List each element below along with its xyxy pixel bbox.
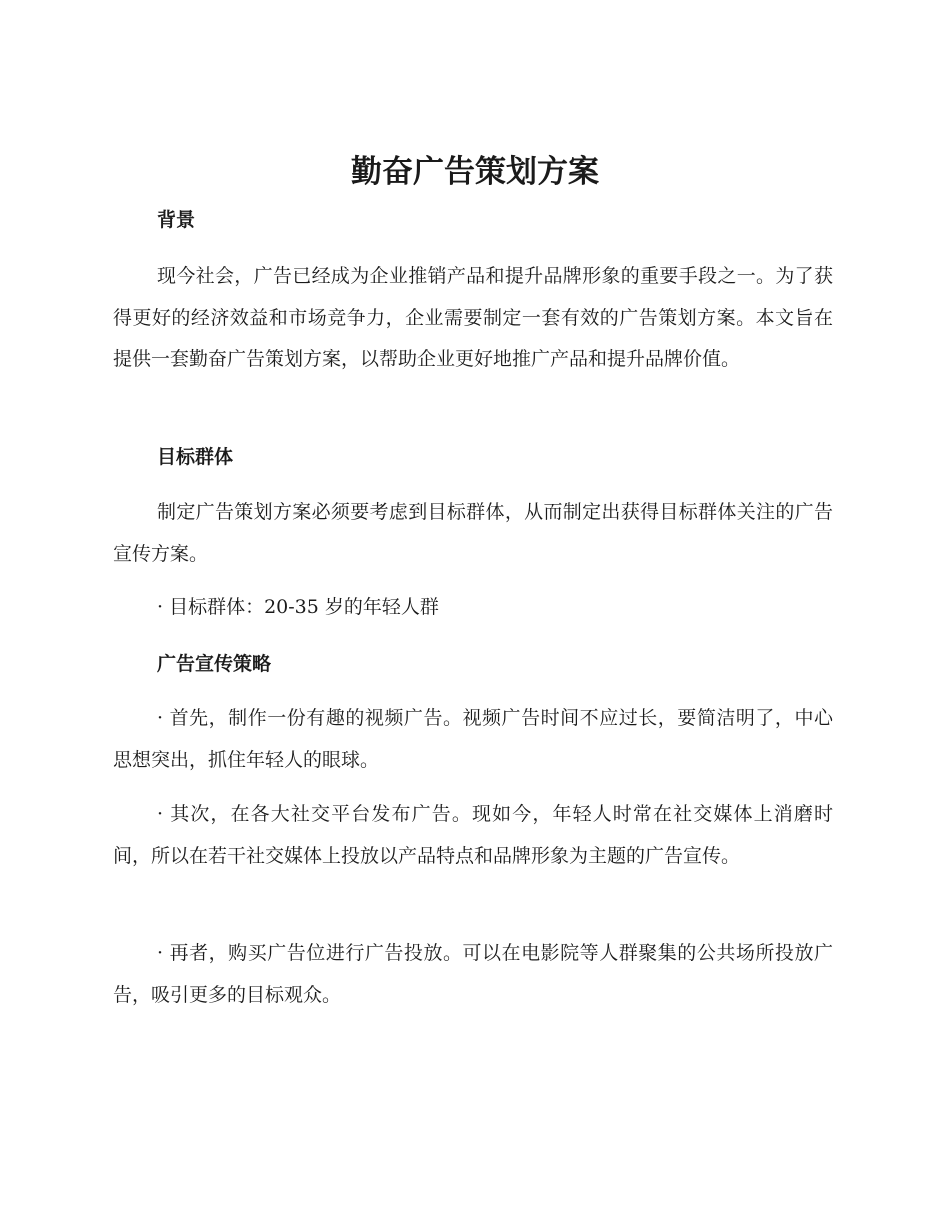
paragraph-target-group: 制定广告策划方案必须要考虑到目标群体，从而制定出获得目标群体关注的广告宣传方案。 [113, 501, 833, 565]
section-heading-strategy: 广告宣传策略 [157, 653, 272, 675]
document-title: 勤奋广告策划方案 [351, 154, 599, 190]
bullet-strategy-social: · 其次，在各大社交平台发布广告。现如今，年轻人时常在社交媒体上消磨时间，所以在若干社交媒体上投放以产品特点和品牌形象为主题的广告宣传。 [113, 803, 833, 867]
bullet-strategy-video: · 首先，制作一份有趣的视频广告。视频广告时间不应过长，要简洁明了，中心思想突出，抓住年轻人的眼球。 [113, 707, 833, 771]
section-heading-background: 背景 [157, 209, 196, 231]
section-heading-target-group: 目标群体 [157, 446, 234, 468]
bullet-strategy-placement: · 再者，购买广告位进行广告投放。可以在电影院等人群聚集的公共场所投放广告，吸引更多的目标观众。 [113, 942, 833, 1006]
bullet-target-group: · 目标群体：20-35 岁的年轻人群 [157, 596, 439, 618]
paragraph-background: 现今社会，广告已经成为企业推销产品和提升品牌形象的重要手段之一。为了获得更好的经济效益和市场竞争力，企业需要制定一套有效的广告策划方案。本文旨在提供一套勤奋广告策划方案，以帮助企业更好地推广产品和提升品牌价值。 [113, 265, 833, 370]
